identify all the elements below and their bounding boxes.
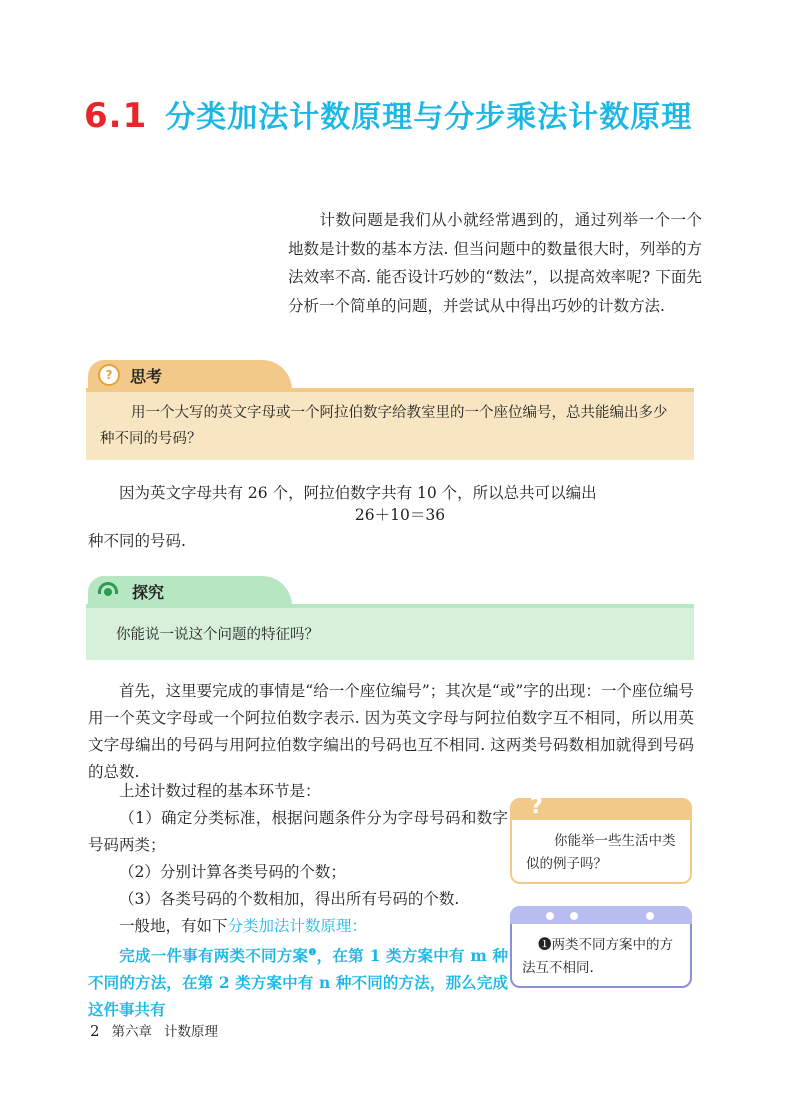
page-number: 2 (90, 1022, 100, 1040)
question-mark-icon: ? (530, 794, 543, 819)
general-prefix: 一般地，有如下 (119, 917, 228, 935)
steps-intro: 上述计数过程的基本环节是： (119, 782, 321, 800)
step-item: （3）各类号码的个数相加，得出所有号码的个数. (119, 890, 460, 908)
step-item: （1）确定分类标准，根据问题条件分为字母号码和数字号码两类； (88, 809, 508, 854)
think-box-header (88, 360, 292, 390)
footnote-mark: ❶ (308, 948, 317, 958)
side-note-footnote (510, 906, 692, 988)
explore-box-header (88, 576, 292, 606)
page-footer (90, 1020, 218, 1040)
principle-text-a: 完成一件事有两类不同方案 (119, 946, 309, 966)
explore-icon (98, 582, 122, 600)
think-box (86, 388, 694, 460)
general-suffix: ： (351, 917, 368, 935)
side-note-question (510, 794, 692, 884)
analysis-text: 首先，这里要完成的事情是“给一个座位编号”；其次是“或”字的出现：一个座位编号用一个英文字母或一个阿拉伯数字表示. 因为英文字母与阿拉伯数字互不相同，所以用英文字母编出的号码与用阿拉伯数字编出的号码也互不相同. 这两类号码数相加就得到号码的总数. (88, 682, 694, 781)
binder-dot-icon (646, 912, 654, 920)
side-note-footnote-text: ❶两类不同方案中的方法互不相同. (522, 937, 673, 976)
chapter-label: 第六章 (111, 1024, 153, 1040)
section-title (84, 92, 692, 140)
intro-paragraph (288, 206, 702, 320)
explore-box-label: 探究 (132, 582, 165, 602)
binder-dot-icon (546, 912, 554, 920)
principle-name: 分类加法计数原理 (227, 917, 352, 935)
answer-line-1: 因为英文字母共有 26 个，阿拉伯数字共有 10 个，所以总共可以编出 (119, 484, 597, 502)
sum-formula: 26＋10＝36 (354, 506, 446, 524)
answer-line-2: 种不同的号码. (88, 532, 186, 550)
analysis-paragraph (88, 678, 694, 786)
section-number: 6.1 (84, 96, 148, 136)
explore-box (86, 604, 694, 660)
principle-statement (88, 940, 508, 1023)
principle-text-b: ，在第 1 类方案中有 m 种不同的方法，在第 2 类方案中有 n 种不同的方法，那么完成这件事共有 (88, 946, 508, 1020)
steps-block (88, 778, 508, 1023)
think-box-text: 用一个大写的英文字母或一个阿拉伯数字给教室里的一个座位编号，总共能编出多少种不同的号码？ (100, 405, 668, 447)
think-box-label: 思考 (130, 366, 163, 386)
side-note-footnote-tab (510, 906, 692, 924)
section-heading: 分类加法计数原理与分步乘法计数原理 (165, 100, 693, 135)
explore-box-text: 你能说一说这个问题的特征吗？ (116, 627, 319, 643)
step-item: （2）分别计算各类号码的个数； (119, 863, 346, 881)
question-icon: ? (98, 364, 120, 386)
chapter-title: 计数原理 (164, 1024, 219, 1040)
binder-dot-icon (570, 912, 578, 920)
intro-text: 计数问题是我们从小就经常遇到的，通过列举一个一个地数是计数的基本方法. 但当问题中的数量很大时，列举的方法效率不高. 能否设计巧妙的“数法”，以提高效率呢? 下面先分析一个简单的问题，并尝试从中得出巧妙的计数方法. (288, 211, 702, 315)
side-note-question-text: 你能举一些生活中类似的例子吗？ (526, 833, 676, 872)
